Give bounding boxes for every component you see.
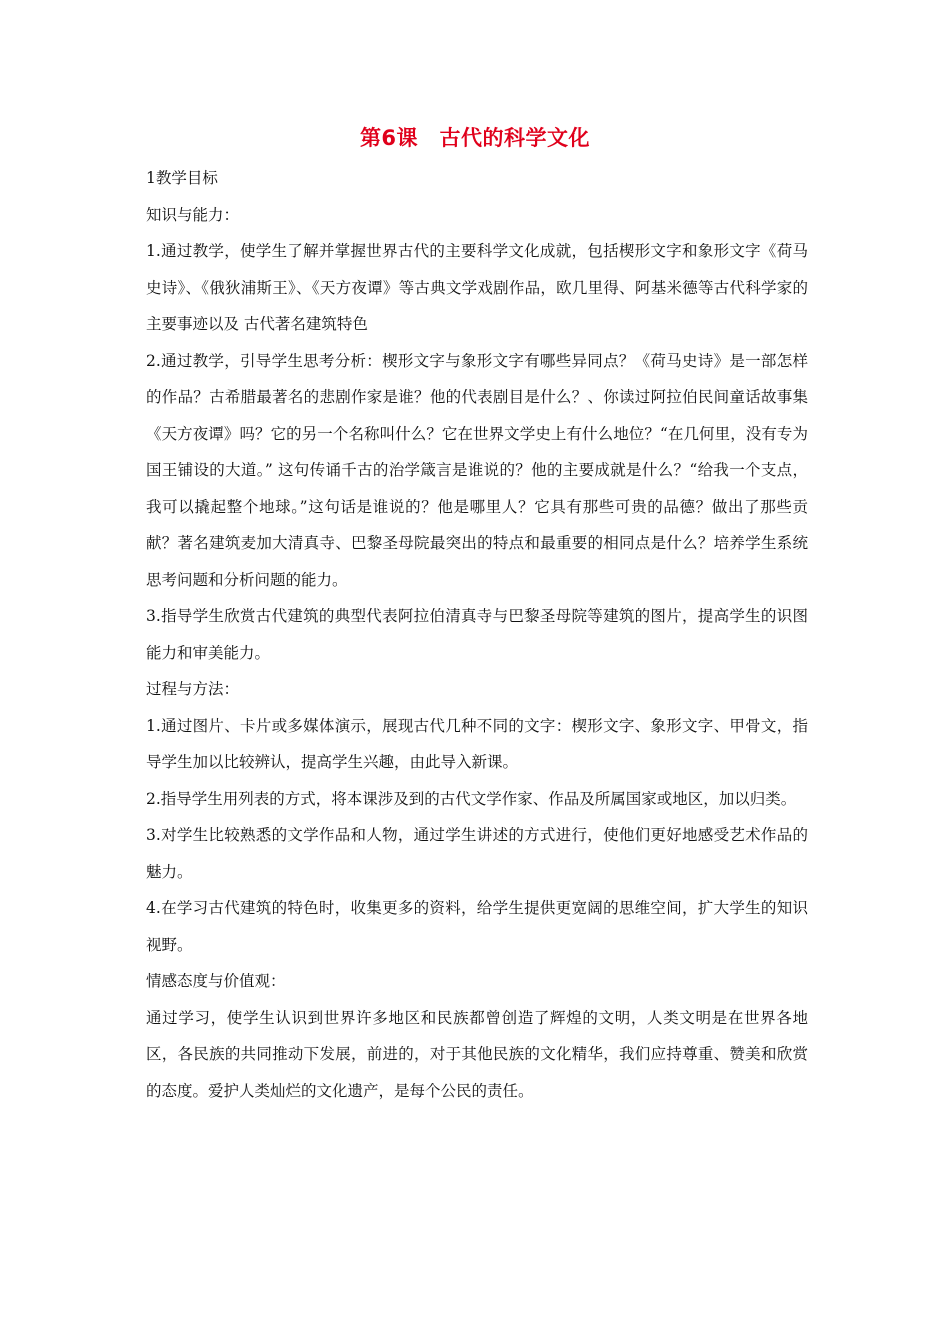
paragraph-knowledge-2: 2.通过教学，引导学生思考分析：楔形文字与象形文字有哪些异同点？《荷马史诗》是一部怎样的作品？古希腊最著名的悲剧作家是谁？他的代表剧目是什么？、你读过阿拉伯民间童话故事集《天方夜谭》吗？它的另一个名称叫什么？它在世界文学史上有什么地位？“在几何里，没有专为国王铺设的大道。” 这句传诵千古的治学箴言是谁说的？他的主要成就是什么？“给我一个支点，我可以撬起整个地球。”这句话是谁说的？他是哪里人？它具有那些可贵的品德？做出了那些贡献？著名建筑麦加大清真寺、巴黎圣母院最突出的特点和最重要的相同点是什么？培养学生系统思考问题和分析问题的能力。 (146, 351, 808, 589)
document-body (146, 160, 808, 1109)
subheading-attitude-values: 情感态度与价值观： (146, 972, 286, 990)
paragraph-knowledge-1: 1.通过教学，使学生了解并掌握世界古代的主要科学文化成就，包括楔形文字和象形文字《荷马史诗》、《俄狄浦斯王》、《天方夜谭》等古典文学戏剧作品，欧几里得、阿基米德等古代科学家的主要事迹以及 古代著名建筑特色 (146, 242, 808, 333)
subheading-knowledge-ability: 知识与能力： (146, 205, 240, 224)
paragraph-process-2: 2.指导学生用列表的方式，将本课涉及到的古代文学作家、作品及所属国家或地区，加以归类。 (146, 789, 797, 808)
paragraph-knowledge-3: 3.指导学生欣赏古代建筑的典型代表阿拉伯清真寺与巴黎圣母院等建筑的图片，提高学生的识图能力和审美能力。 (146, 607, 808, 662)
paragraph-process-4: 4.在学习古代建筑的特色时，收集更多的资料，给学生提供更宽阔的思维空间，扩大学生的知识视野。 (146, 899, 808, 954)
section-heading-teaching-goals: 1教学目标 (146, 169, 218, 187)
paragraph-process-1: 1.通过图片、卡片或多媒体演示，展现古代几种不同的文字：楔形文字、象形文字、甲骨文，指导学生加以比较辨认，提高学生兴趣，由此导入新课。 (146, 716, 808, 771)
page-title: 第6课 古代的科学文化 (359, 126, 591, 150)
paragraph-process-3: 3.对学生比较熟悉的文学作品和人物，通过学生讲述的方式进行，使他们更好地感受艺术作品的魅力。 (146, 826, 808, 881)
subheading-process-method: 过程与方法： (146, 680, 240, 698)
paragraph-attitude: 通过学习，使学生认识到世界许多地区和民族都曾创造了辉煌的文明，人类文明是在世界各地区，各民族的共同推动下发展，前进的，对于其他民族的文化精华，我们应持尊重、赞美和欣赏的态度。爱护人类灿烂的文化遗产，是每个公民的责任。 (146, 1008, 808, 1100)
